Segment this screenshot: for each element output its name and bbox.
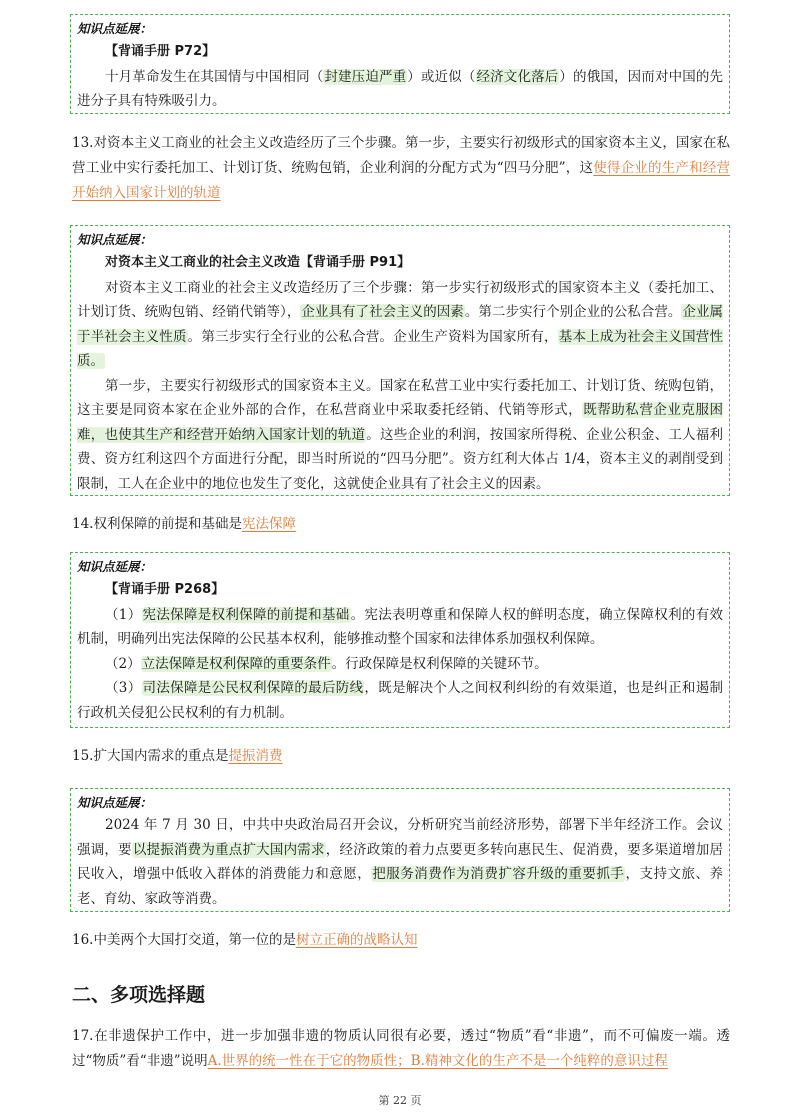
highlight: 基本上成为社会主义国营性质。	[77, 328, 724, 369]
question-17: 17.在非遗保护工作中，进一步加强非遗的物质认同很有必要，透过“物质”看“非遗”，而不可偏废一端。透过“物质”看“非遗”说明A.世界的统一性在于它的物质性；B.精神文化的生产不是一个纯粹的意识过程	[72, 1028, 730, 1069]
question-13: 13.对资本主义工商业的社会主义改造经历了三个步骤。第一步，主要实行初级形式的国家资本主义，国家在私营工业中实行委托加工、计划订货、统购包销，企业利润的分配方式为“四马分肥”，这使得企业的生产和经营开始纳入国家计划的轨道	[72, 135, 731, 201]
highlight: 以提振消费为重点扩大国内需求	[132, 841, 325, 858]
answer: 宪法保障	[241, 516, 296, 532]
knowledge-box-1	[70, 14, 730, 114]
answer: 提振消费	[228, 748, 283, 764]
answer: A.世界的统一性在于它的物质性；B.精神文化的生产不是一个纯粹的意识过程	[207, 1053, 668, 1069]
question-15: 15.扩大国内需求的重点是提振消费	[72, 748, 283, 764]
box-paragraph: 对资本主义工商业的社会主义改造经历了三个步骤：第一步实行初级形式的国家资本主义（委托加工、计划订货、统购包销、经销代销等），企业具有了社会主义的因素。第二步实行个别企业的公私合营。企业属于半社会主义性质。第三步实行全行业的公私合营。企业生产资料为国家所有，基本上成为社会主义国营性质。	[77, 279, 724, 369]
box-title: 知识点延展：	[77, 232, 153, 247]
box-title: 知识点延展：	[77, 559, 153, 574]
box-paragraph: 十月革命发生在其国情与中国相同（封建压迫严重）或近似（经济文化落后）的俄国，因而对中国的先进分子具有特殊吸引力。	[77, 68, 724, 109]
highlight: 企业具有了社会主义的因素	[301, 304, 464, 320]
knowledge-box-3	[70, 552, 730, 728]
highlight: 宪法保障是权利保障的前提和基础	[142, 606, 350, 623]
question-16: 16.中美两个大国打交道，第一位的是树立正确的战略认知	[72, 932, 418, 948]
highlight: 企业属于半社会主义性质	[77, 304, 724, 345]
question-14: 14.权利保障的前提和基础是宪法保障	[72, 516, 296, 532]
answer: 使得企业的生产和经营开始纳入国家计划的轨道	[72, 160, 731, 201]
highlight: 封建压迫严重	[324, 68, 407, 85]
section-heading: 二、多项选择题	[72, 984, 206, 1006]
list-item: （3）司法保障是公民权利保障的最后防线，既是解决个人之间权利纠纷的有效渠道，也是纠正和遏制行政机关侵犯公民权利的有力机制。	[77, 680, 724, 721]
box-heading: 对资本主义工商业的社会主义改造【背诵手册 P91】	[105, 255, 411, 270]
answer: 树立正确的战略认知	[295, 932, 418, 948]
manual-reference: 【背诵手册 P72】	[105, 44, 216, 59]
highlight: 立法保障是权利保障的重要条件	[141, 655, 331, 672]
box-paragraph: 第一步，主要实行初级形式的国家资本主义。国家在私营工业中实行委托加工、计划订货、统购包销，这主要是同资本家在企业外部的合作，在私营商业中采取委托经销、代销等形式，既帮助私营企业克服困难，也使其生产和经营开始纳入国家计划的轨道。这些企业的利润，按国家所得税、企业公积金、工人福利费、资方红利这四个方面进行分配，即当时所说的“四马分肥”。资方红利大体占 1/4，资本主义的剥削受到限制，工人在企业中的地位也发生了变化，这就使企业具有了社会主义的因素。	[77, 377, 724, 492]
knowledge-box-2	[70, 225, 730, 496]
box-title: 知识点延展：	[77, 795, 153, 810]
highlight: 司法保障是公民权利保障的最后防线	[142, 680, 364, 696]
knowledge-box-4	[70, 788, 730, 912]
highlight: 既帮助私营企业克服困难，也使其生产和经营开始纳入国家计划的轨道	[77, 402, 724, 443]
manual-reference: 【背诵手册 P268】	[105, 582, 225, 597]
list-item: （1）宪法保障是权利保障的前提和基础。宪法表明尊重和保障人权的鲜明态度，确立保障权利的有效机制，明确列出宪法保障的公民基本权利，能够推动整个国家和法律体系加强权利保障。	[77, 606, 724, 647]
box-title: 知识点延展：	[77, 21, 153, 36]
highlight: 把服务消费作为消费扩容升级的重要抓手	[372, 866, 625, 882]
list-item: （2）立法保障是权利保障的重要条件。行政保障是权利保障的关键环节。	[105, 655, 548, 672]
highlight: 经济文化落后	[476, 68, 559, 85]
box-paragraph: 2024 年 7 月 30 日，中共中央政治局召开会议，分析研究当前经济形势，部署下半年经济工作。会议强调，要以提振消费为重点扩大国内需求，经济政策的着力点要更多转向惠民生、促消费，要多渠道增加居民收入，增强中低收入群体的消费能力和意愿，把服务消费作为消费扩容升级的重要抓手，支持文旅、养老、育幼、家政等消费。	[77, 817, 724, 907]
page-number: 第 22 页	[378, 1094, 422, 1107]
